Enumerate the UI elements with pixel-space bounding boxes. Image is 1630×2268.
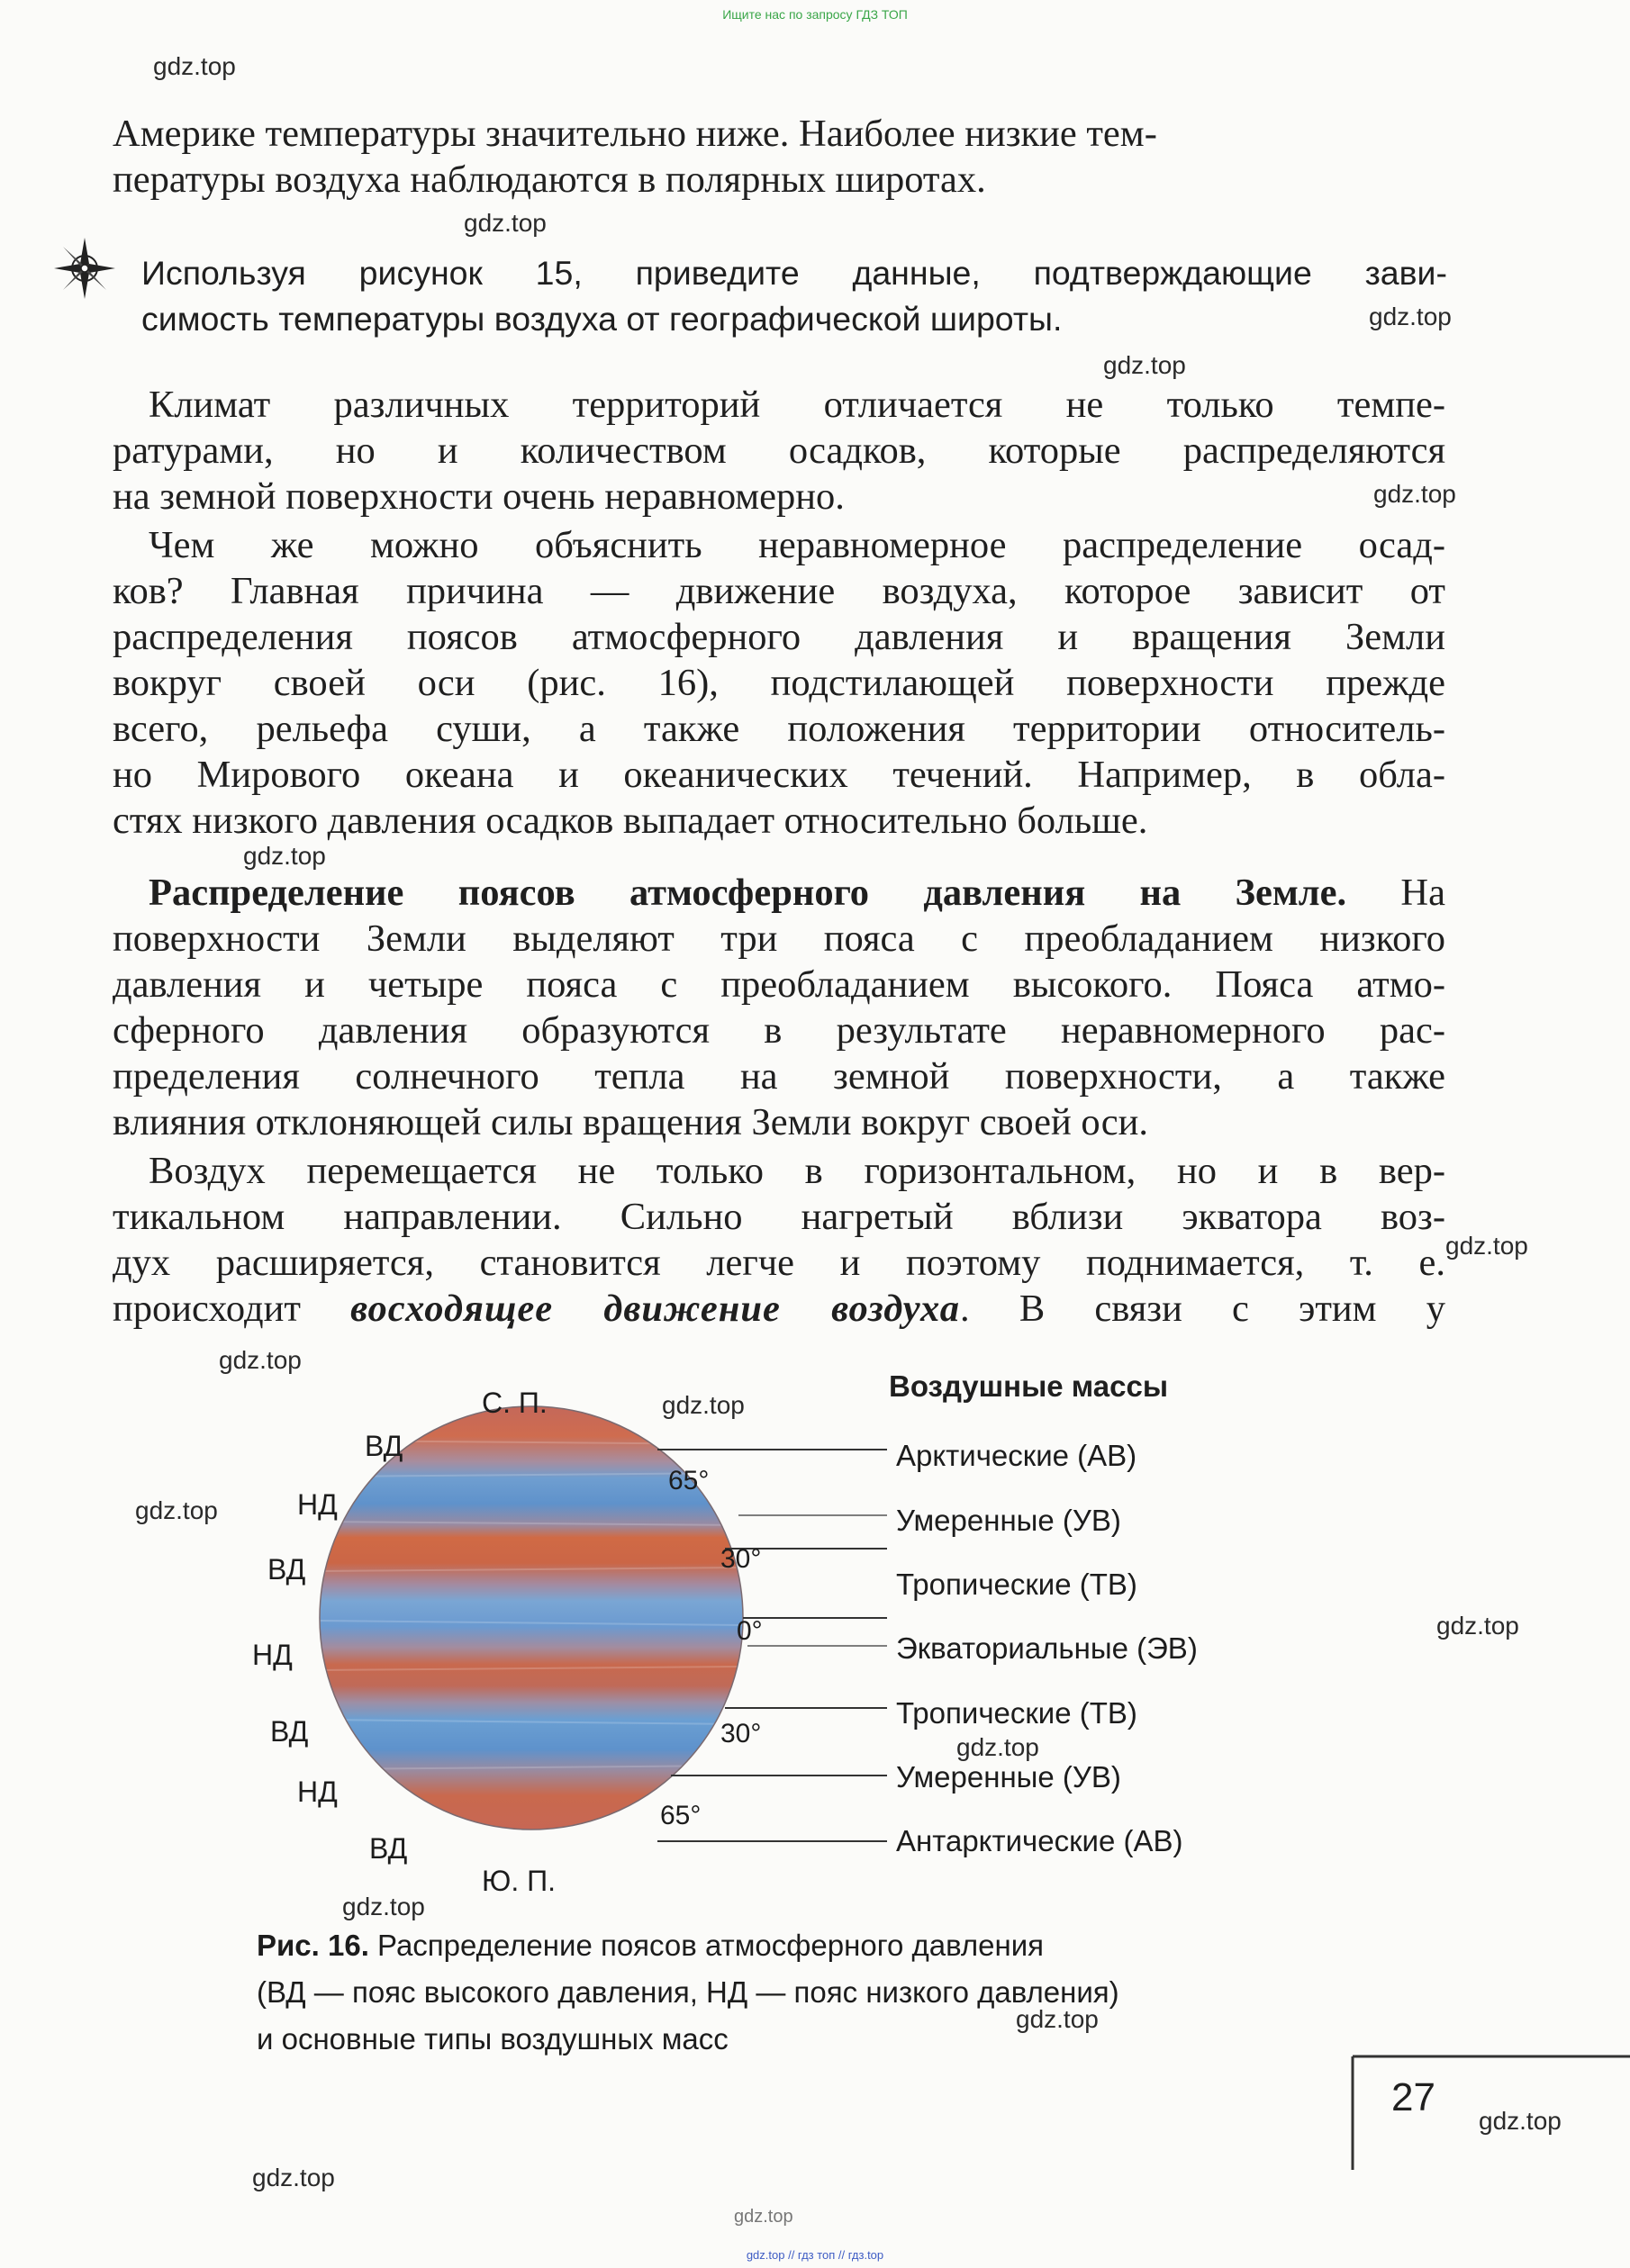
watermark: gdz.top — [243, 842, 326, 870]
pressure-label-high: ВД — [270, 1715, 309, 1748]
text-line: пределения солнечного тепла на земной поверхности, а также — [113, 1055, 1445, 1098]
watermark: gdz.top — [1445, 1232, 1528, 1260]
text-line: Используя рисунок 15, приведите данные, подтверждающие зави- — [141, 254, 1447, 292]
watermark: gdz.top — [1016, 2005, 1099, 2033]
watermark: gdz.top — [135, 1496, 218, 1524]
watermark: gdz.top — [1436, 1612, 1519, 1640]
bottom-banner[interactable]: gdz.top // гдз топ // гдз.top — [746, 2248, 884, 2262]
latitude-label-65s: 65° — [660, 1801, 702, 1830]
watermark: gdz.top — [1373, 480, 1456, 508]
text-line: симость температуры воздуха от географической широты. — [141, 300, 1063, 338]
text-line: дух расширяется, становится легче и поэтому поднимается, т. е. — [113, 1242, 1445, 1284]
text-line: распределения поясов атмосферного давления и вращения Земли — [113, 616, 1445, 658]
text-line: сферного давления образуются в результате неравномерного рас- — [113, 1009, 1445, 1052]
text-line: ков? Главная причина — движение воздуха, которое зависит от — [113, 570, 1445, 612]
caption-line — [257, 1922, 1418, 1969]
watermark: gdz.top — [153, 52, 236, 80]
page-number-frame — [1342, 2053, 1630, 2179]
watermark: gdz.top — [1369, 303, 1452, 330]
pressure-label-high: ВД — [365, 1430, 403, 1462]
watermark: gdz.top — [342, 1893, 425, 1920]
text-line: влияния отклоняющей силы вращения Земли вокруг своей оси. — [113, 1101, 1148, 1143]
air-masses-title: Воздушные массы — [889, 1369, 1169, 1403]
latitude-label-65n: 65° — [668, 1466, 710, 1495]
watermark: gdz.top — [1479, 2107, 1562, 2135]
text-line: пературы воздуха наблюдаются в полярных широтах. — [113, 158, 986, 201]
text-line: Воздух перемещается не только в горизонтальном, но и в вер- — [149, 1150, 1445, 1192]
page-number: 27 — [1391, 2075, 1435, 2119]
pressure-label-low: НД — [252, 1639, 293, 1671]
text-fragment: . В связи с этим у — [959, 1288, 1446, 1330]
caption-line: и основные типы воздушных масс — [257, 2022, 729, 2056]
pressure-label-high: ВД — [267, 1553, 306, 1586]
watermark: gdz.top — [734, 2207, 793, 2227]
caption-text: Распределение поясов атмосферного давления — [368, 1929, 1045, 1962]
pressure-label-low: НД — [297, 1776, 338, 1808]
caption-label: Рис. 16. — [257, 1929, 369, 1962]
top-banner[interactable]: Ищите нас по запросу ГДЗ ТОП — [722, 7, 908, 22]
text-line: ратурами, но и количеством осадков, которые распределяются — [113, 429, 1445, 472]
text-line: вокруг своей оси (рис. 16), подстилающей поверхности прежде — [113, 662, 1445, 704]
text-fragment: происходит — [113, 1288, 351, 1330]
text-line: Климат различных территорий отличается не только темпе- — [149, 384, 1445, 426]
air-mass-arctic: Арктические (АВ) — [896, 1439, 1137, 1472]
latitude-label-0: 0° — [737, 1616, 763, 1646]
section-heading: Распределение поясов атмосферного давления на Земле. — [149, 872, 1347, 914]
watermark: gdz.top — [464, 209, 547, 237]
latitude-label-30n: 30° — [720, 1544, 762, 1574]
caption-line: (ВД — пояс высокого давления, НД — пояс низкого давления) — [257, 1975, 1119, 2009]
text-line: Америке температуры значительно ниже. Наиболее низкие тем- — [113, 113, 1157, 155]
text-line: всего, рельефа суши, а также положения территории относитель- — [113, 708, 1445, 750]
text-line: стях низкого давления осадков выпадает относительно больше. — [113, 800, 1148, 842]
emphasis-term: восходящее движение воздуха — [350, 1288, 960, 1330]
text-line: поверхности Земли выделяют три пояса с преобладанием низкого — [113, 917, 1445, 960]
air-mass-temperate-north: Умеренные (УВ) — [896, 1504, 1121, 1537]
air-mass-tropical-south: Тропические (ТВ) — [896, 1696, 1137, 1730]
text-line: тикальном направлении. Сильно нагретый вблизи экватора воз- — [113, 1196, 1445, 1238]
watermark: gdz.top — [252, 2164, 335, 2191]
north-pole-label: С. П. — [482, 1387, 548, 1419]
watermark: gdz.top — [956, 1733, 1039, 1761]
watermark: gdz.top — [219, 1346, 302, 1374]
air-mass-equatorial: Экваториальные (ЭВ) — [896, 1631, 1198, 1665]
air-mass-tropical-north: Тропические (ТВ) — [896, 1568, 1137, 1601]
south-pole-label: Ю. П. — [482, 1865, 556, 1897]
text-line: давления и четыре пояса с преобладанием высокого. Пояса атмо- — [113, 963, 1445, 1006]
latitude-label-30s: 30° — [720, 1719, 762, 1748]
text-line: Чем же можно объяснить неравномерное распределение осад- — [149, 524, 1445, 566]
heading-tail: На — [1346, 872, 1445, 914]
pressure-label-high: ВД — [369, 1832, 408, 1865]
watermark: gdz.top — [1103, 351, 1186, 379]
air-mass-temperate-south: Умеренные (УВ) — [896, 1760, 1121, 1794]
figure-caption — [257, 1922, 1418, 2063]
pressure-label-low: НД — [297, 1488, 338, 1521]
watermark: gdz.top — [662, 1391, 745, 1419]
text-line: но Мирового океана и океанических течений. Например, в обла- — [113, 754, 1445, 796]
air-mass-antarctic: Антарктические (АВ) — [896, 1824, 1183, 1857]
text-line: на земной поверхности очень неравномерно. — [113, 475, 845, 518]
